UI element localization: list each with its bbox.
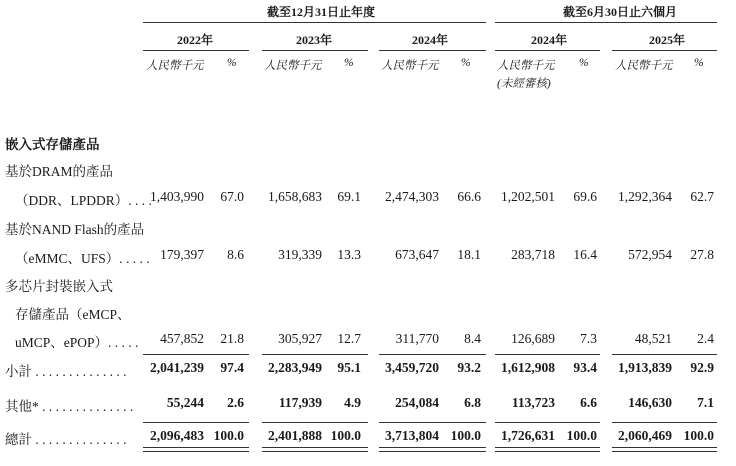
total-rule-2022 (143, 422, 249, 423)
year-rule-2025-h1 (612, 50, 717, 51)
period-header-half-year: 截至6月30日止六個月 (563, 5, 678, 19)
unit-rmb-2022: 人民幣千元 (146, 60, 204, 72)
row-label-other: 其他* . . . . . . . . . . . . . . (5, 399, 134, 414)
percent-cell: 100.0 (330, 428, 361, 443)
year-header-2025-h1: 2025年 (649, 33, 686, 47)
amount-cell: 2,474,303 (385, 189, 439, 204)
row-label-total: 總計 . . . . . . . . . . . . . . (5, 432, 127, 447)
row-label-mcp-line3: uMCP、ePOP）. . . . . (15, 335, 139, 350)
unit-rmb-2024: 人民幣千元 (381, 60, 439, 72)
double-rule-2023 (262, 447, 368, 452)
double-rule-2024 (379, 447, 486, 452)
percent-cell: 18.1 (457, 247, 481, 262)
amount-cell: 305,927 (278, 331, 322, 346)
amount-cell: 1,913,839 (618, 360, 672, 375)
row-label-mcp-line1: 多芯片封裝嵌入式 (5, 279, 113, 294)
amount-cell: 283,718 (511, 247, 555, 262)
percent-cell: 7.1 (697, 395, 714, 410)
total-rule-2024 (379, 422, 486, 423)
unit-rmb-2023: 人民幣千元 (264, 60, 322, 72)
percent-cell: 7.3 (580, 331, 597, 346)
amount-cell: 3,713,804 (385, 428, 439, 443)
sum-rule-2024-h1 (495, 354, 600, 355)
amount-cell: 673,647 (395, 247, 439, 262)
percent-cell: 62.7 (690, 189, 714, 204)
percent-cell: 27.8 (690, 247, 714, 262)
amount-cell: 179,397 (160, 247, 204, 262)
amount-cell: 457,852 (160, 331, 204, 346)
percent-cell: 93.4 (573, 360, 597, 375)
amount-cell: 1,202,501 (501, 189, 555, 204)
double-rule-2024-h1 (495, 447, 600, 452)
percent-cell: 2.6 (227, 395, 244, 410)
unit-pct-2024: % (461, 57, 471, 69)
year-rule-2022 (143, 50, 249, 51)
percent-cell: 92.9 (690, 360, 714, 375)
sum-rule-2024 (379, 354, 486, 355)
percent-cell: 4.9 (344, 395, 361, 410)
amount-cell: 319,339 (278, 247, 322, 262)
amount-cell: 2,060,469 (618, 428, 672, 443)
year-rule-2024 (379, 50, 486, 51)
percent-cell: 21.8 (220, 331, 244, 346)
header-rule-annual (143, 22, 486, 23)
percent-cell: 100.0 (566, 428, 597, 443)
percent-cell: 8.6 (227, 247, 244, 262)
percent-cell: 69.1 (337, 189, 361, 204)
percent-cell: 69.6 (573, 189, 597, 204)
total-rule-2025-h1 (612, 422, 717, 423)
header-rule-half-year (495, 22, 717, 23)
section-title: 嵌入式存儲產品 (5, 137, 100, 152)
amount-cell: 126,689 (511, 331, 555, 346)
percent-cell: 13.3 (337, 247, 361, 262)
amount-cell: 1,726,631 (501, 428, 555, 443)
amount-cell: 2,283,949 (268, 360, 322, 375)
unit-pct-2025-h1: % (694, 57, 704, 69)
double-rule-2025-h1 (612, 447, 717, 452)
unit-rmb-2025-h1: 人民幣千元 (615, 60, 673, 72)
amount-cell: 2,096,483 (150, 428, 204, 443)
amount-cell: 1,292,364 (618, 189, 672, 204)
percent-cell: 66.6 (457, 189, 481, 204)
row-label-dram-line1: 基於DRAM的產品 (5, 164, 114, 179)
percent-cell: 67.0 (220, 189, 244, 204)
amount-cell: 146,630 (628, 395, 672, 410)
row-label-dram-line2: （DDR、LPDDR）. . . . (15, 193, 152, 208)
period-header-annual: 截至12月31日止年度 (267, 5, 376, 19)
percent-cell: 2.4 (697, 331, 714, 346)
unit-unaudited: (未經審核) (497, 78, 551, 90)
row-label-subtotal: 小計 . . . . . . . . . . . . . . (5, 364, 127, 379)
year-header-2022: 2022年 (177, 33, 214, 47)
year-header-2023: 2023年 (296, 33, 333, 47)
row-label-nand-line2: （eMMC、UFS）. . . . . (15, 251, 150, 266)
sum-rule-2025-h1 (612, 354, 717, 355)
total-rule-2024-h1 (495, 422, 600, 423)
amount-cell: 113,723 (511, 395, 555, 410)
amount-cell: 1,658,683 (268, 189, 322, 204)
sum-rule-2023 (262, 354, 368, 355)
sum-rule-2022 (143, 354, 249, 355)
amount-cell: 1,612,908 (501, 360, 555, 375)
total-rule-2023 (262, 422, 368, 423)
percent-cell: 6.8 (464, 395, 481, 410)
amount-cell: 1,403,990 (150, 189, 204, 204)
unit-pct-2022: % (227, 57, 237, 69)
amount-cell: 117,939 (278, 395, 322, 410)
unit-pct-2024-h1: % (579, 57, 589, 69)
percent-cell: 100.0 (213, 428, 244, 443)
percent-cell: 8.4 (464, 331, 481, 346)
unit-pct-2023: % (344, 57, 354, 69)
year-header-2024: 2024年 (412, 33, 449, 47)
row-label-nand-line1: 基於NAND Flash的產品 (5, 222, 145, 237)
amount-cell: 2,041,239 (150, 360, 204, 375)
amount-cell: 55,244 (166, 395, 204, 410)
amount-cell: 3,459,720 (385, 360, 439, 375)
percent-cell: 97.4 (220, 360, 244, 375)
amount-cell: 48,521 (634, 331, 672, 346)
amount-cell: 572,954 (628, 247, 672, 262)
percent-cell: 93.2 (457, 360, 481, 375)
amount-cell: 311,770 (395, 331, 439, 346)
year-rule-2024-h1 (495, 50, 600, 51)
percent-cell: 6.6 (580, 395, 597, 410)
row-label-mcp-line2: 存儲產品（eMCP、 (15, 307, 131, 322)
amount-cell: 254,084 (395, 395, 439, 410)
percent-cell: 100.0 (450, 428, 481, 443)
percent-cell: 16.4 (573, 247, 597, 262)
year-rule-2023 (262, 50, 368, 51)
percent-cell: 95.1 (337, 360, 361, 375)
unit-rmb-2024-h1: 人民幣千元 (497, 60, 555, 72)
percent-cell: 12.7 (337, 331, 361, 346)
double-rule-2022 (143, 447, 249, 452)
amount-cell: 2,401,888 (268, 428, 322, 443)
percent-cell: 100.0 (683, 428, 714, 443)
year-header-2024-h1: 2024年 (531, 33, 568, 47)
